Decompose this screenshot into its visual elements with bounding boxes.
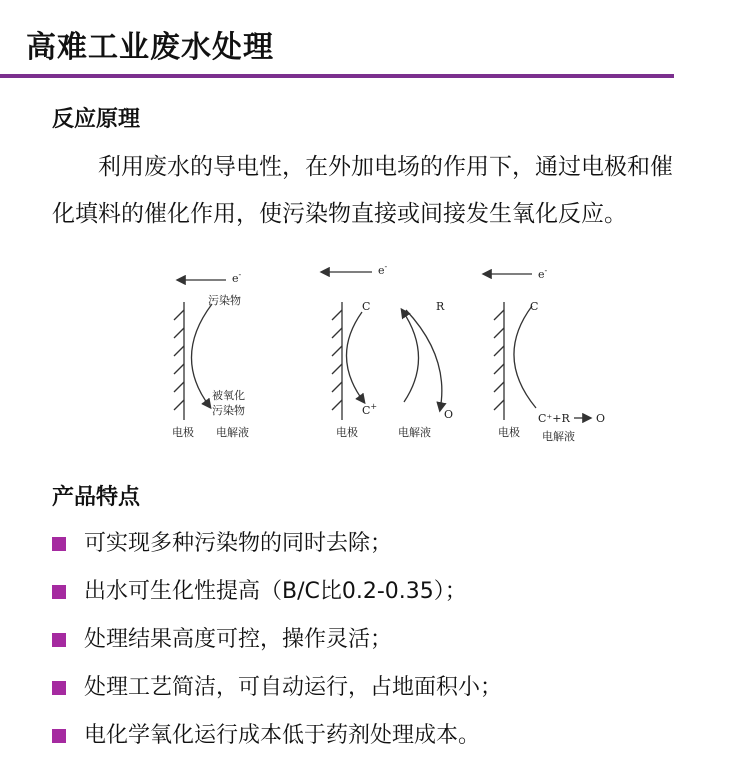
panel-3-electron: e- bbox=[538, 266, 548, 281]
panel-1-pollutant: 污染物 bbox=[208, 294, 241, 307]
square-bullet-icon bbox=[52, 585, 66, 599]
panel-2-o: O bbox=[444, 408, 454, 421]
panel-2-curve-left bbox=[346, 312, 364, 402]
page-title: 高难工业废水处理 bbox=[26, 30, 274, 65]
panel-3-electrode bbox=[494, 302, 504, 420]
panel-1-electron: e- bbox=[232, 270, 242, 285]
list-item: 电化学氧化运行成本低于药剂处理成本。 bbox=[52, 712, 502, 760]
panel-2-curve-right bbox=[402, 310, 419, 402]
panel-1-electrode-label: 电极 bbox=[172, 426, 194, 439]
panel-3-reaction: C⁺+R bbox=[538, 412, 570, 425]
list-item: 可实现多种污染物的同时去除； bbox=[52, 520, 502, 568]
panel-2-electrolyte-label: 电解液 bbox=[398, 426, 431, 439]
panel-3-electrode-label: 电极 bbox=[498, 426, 520, 439]
square-bullet-icon bbox=[52, 633, 66, 647]
panel-2-r: R bbox=[436, 300, 445, 313]
panel-1-oxidized-2: 污染物 bbox=[212, 404, 245, 417]
square-bullet-icon bbox=[52, 729, 66, 743]
square-bullet-icon bbox=[52, 681, 66, 695]
list-item: 处理结果高度可控，操作灵活； bbox=[52, 616, 502, 664]
panel-3-c: C bbox=[530, 300, 539, 313]
title-divider bbox=[0, 74, 674, 78]
panel-1-oxidized-1: 被氧化 bbox=[212, 389, 245, 402]
square-bullet-icon bbox=[52, 537, 66, 551]
panel-2-c: C bbox=[362, 300, 371, 313]
panel-2-electrode-label: 电极 bbox=[336, 426, 358, 439]
panel-2-c-plus: C+ bbox=[362, 402, 378, 417]
panel-2-electrode bbox=[332, 302, 342, 420]
panel-2-electron: e- bbox=[378, 262, 388, 277]
list-item: 处理工艺简洁，可自动运行，占地面积小； bbox=[52, 664, 502, 712]
feature-list bbox=[52, 520, 502, 760]
panel-3-curve-arrow bbox=[514, 306, 536, 408]
principle-heading: 反应原理 bbox=[52, 107, 141, 132]
principle-text: 利用废水的导电性，在外加电场的作用下，通过电极和催化填料的催化作用，使污染物直接或间接发生氧化反应。 bbox=[52, 154, 673, 227]
panel-1-electrode bbox=[174, 302, 184, 420]
panel-1-curve-arrow bbox=[191, 304, 212, 407]
electrochemical-diagram bbox=[150, 262, 620, 447]
panel-3-electrolyte-label: 电解液 bbox=[542, 430, 575, 443]
panel-3-o: O bbox=[596, 412, 606, 425]
panel-1-electrolyte-label: 电解液 bbox=[216, 426, 249, 439]
list-item: 出水可生化性提高（B/C比0.2-0.35）； bbox=[52, 568, 502, 616]
features-heading: 产品特点 bbox=[52, 485, 141, 510]
